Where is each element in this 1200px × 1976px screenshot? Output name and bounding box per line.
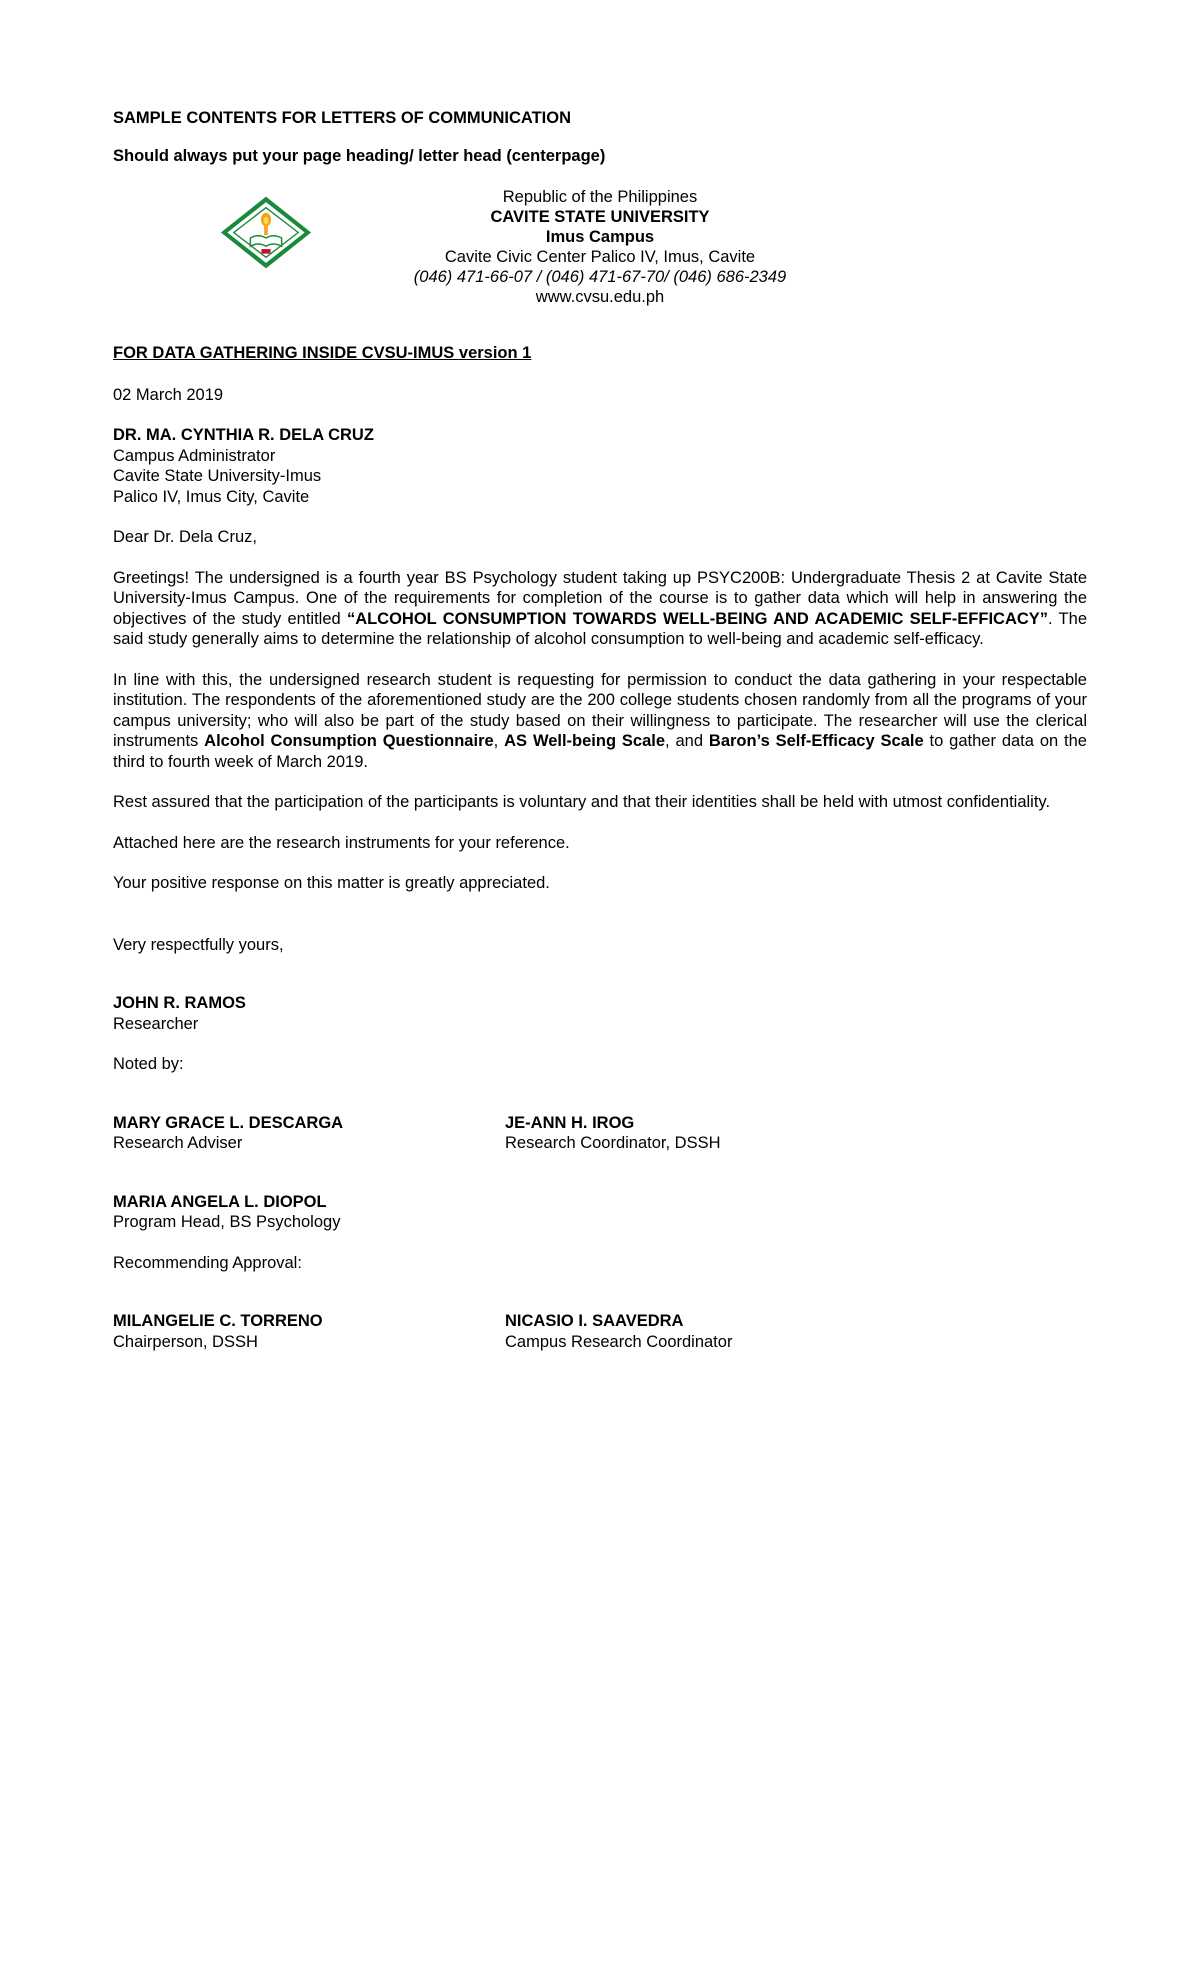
p2-segment-7: to gather data on the third to fourth week of March 2019. — [113, 732, 1087, 771]
signatory-name: MILANGELIE C. TORRENO — [113, 1312, 323, 1330]
p2-segment-5: , and — [665, 732, 709, 750]
body-paragraph-1 — [113, 568, 1087, 650]
signatory-program-head — [113, 1192, 1087, 1233]
p2-instrument-2: AS Well-being Scale — [504, 732, 666, 750]
signatory-research-coordinator-dssh — [505, 1113, 1087, 1154]
p1-study-title: “ALCOHOL CONSUMPTION TOWARDS WELL-BEING AND ACADEMIC SELF-EFFICACY” — [346, 609, 1049, 628]
signatory-title: Chairperson, DSSH — [113, 1332, 258, 1351]
sender-name: JOHN R. RAMOS — [113, 994, 246, 1012]
signatory-campus-research-coordinator — [505, 1311, 1087, 1352]
p2-instrument-3: Baron’s Self-Efficacy Scale — [708, 732, 924, 750]
p1-segment-3: . The said study generally aims to determine the relationship of alcohol consumption to well-being and academic self-efficacy. — [113, 609, 1087, 648]
signatory-title: Research Adviser — [113, 1134, 243, 1152]
recipient-position: Campus Administrator — [113, 446, 276, 465]
letter-subject-heading: FOR DATA GATHERING INSIDE CVSU-IMUS version 1 — [113, 344, 532, 362]
signatory-title: Campus Research Coordinator — [505, 1332, 733, 1351]
signatory-title: Research Coordinator, DSSH — [505, 1134, 721, 1152]
recommending-approval-label: Recommending Approval: — [113, 1253, 302, 1272]
letterhead-website: www.cvsu.edu.ph — [535, 288, 665, 306]
body-paragraph-4: Attached here are the research instruments for your reference. — [113, 833, 570, 852]
noted-by-label: Noted by: — [113, 1055, 184, 1073]
letterhead-address: Cavite Civic Center Palico IV, Imus, Cavite — [444, 248, 756, 266]
signatory-chairperson-dssh — [113, 1311, 505, 1352]
salutation: Dear Dr. Dela Cruz, — [113, 528, 257, 546]
letterhead-phone-numbers: (046) 471-66-07 / (046) 471-67-70/ (046) 686-2349 — [413, 268, 787, 286]
sample-subtitle: Should always put your page heading/ letter head (centerpage) — [113, 146, 606, 165]
body-paragraph-5: Your positive response on this matter is greatly appreciated. — [113, 874, 550, 892]
recipient-address: Palico IV, Imus City, Cavite — [113, 487, 310, 506]
signatory-name: MARIA ANGELA L. DIOPOL — [113, 1192, 327, 1211]
sender-title: Researcher — [113, 1014, 199, 1033]
sample-title: SAMPLE CONTENTS FOR LETTERS OF COMMUNICATION — [113, 109, 572, 127]
body-paragraph-2 — [113, 670, 1087, 773]
signatory-name: MARY GRACE L. DESCARGA — [113, 1113, 344, 1132]
body-paragraph-3: Rest assured that the participation of the participants is voluntary and that their identities shall be held with utmost confidentiality. — [113, 793, 1051, 811]
signatory-research-adviser — [113, 1113, 505, 1154]
letterhead-campus: Imus Campus — [545, 228, 655, 246]
recipient-institution: Cavite State University-Imus — [113, 467, 322, 485]
signatory-name: JE-ANN H. IROG — [505, 1113, 635, 1132]
signature-row-1 — [113, 1113, 1087, 1154]
letterhead — [113, 187, 1087, 307]
letterhead-republic: Republic of the Philippines — [502, 188, 698, 206]
signatory-name: NICASIO I. SAAVEDRA — [505, 1312, 684, 1330]
recipient-block — [113, 425, 1087, 507]
letterhead-university-name: CAVITE STATE UNIVERSITY — [490, 208, 710, 226]
closing-line: Very respectfully yours, — [113, 935, 284, 954]
recipient-name: DR. MA. CYNTHIA R. DELA CRUZ — [113, 426, 374, 444]
p2-segment-3: , — [493, 732, 505, 750]
signatory-title: Program Head, BS Psychology — [113, 1213, 341, 1231]
signature-row-2 — [113, 1311, 1087, 1352]
sender-block — [113, 993, 1087, 1034]
university-seal-icon — [220, 195, 312, 270]
p2-instrument-1: Alcohol Consumption Questionnaire — [204, 732, 494, 750]
letter-date: 02 March 2019 — [113, 385, 224, 404]
p1-segment-1: Greetings! The undersigned is a fourth year BS Psychology student taking up PSYC200B: Undergraduate Thesis 2 at Cavite State University-Imus Campus. One of the requirements for completion of the course is to gather data which will help in answering the objectives of the study entitled — [113, 568, 1087, 628]
p2-segment-1: In line with this, the undersigned research student is requesting for permission to conduct the data gathering in your respectable institution. The respondents of the aforementioned study are the 200 college students chosen randomly from all the programs of your campus university; who will also be part of the study based on their willingness to participate. The researcher will use the clerical instruments — [113, 670, 1087, 750]
